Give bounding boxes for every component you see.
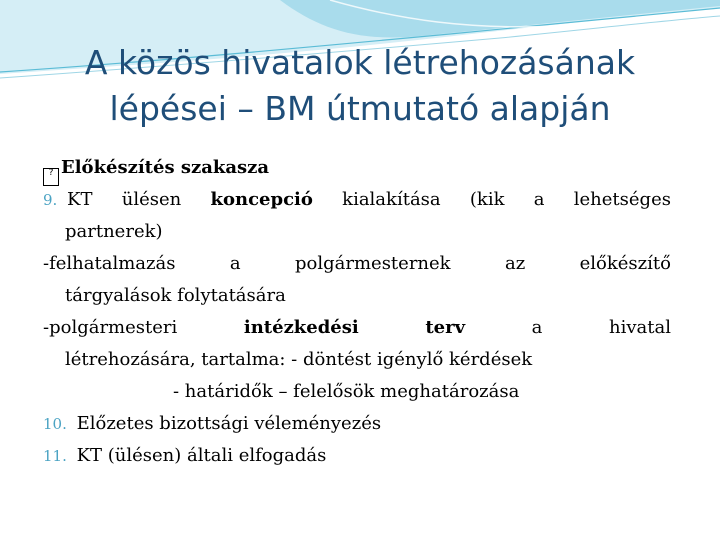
item-10 bbox=[43, 408, 671, 440]
plan-word-bold: intézkedési bbox=[243, 317, 359, 338]
item-9-line-1 bbox=[43, 184, 671, 216]
item-9-number: 9. bbox=[43, 191, 58, 209]
item-9-word: kialakítása bbox=[342, 189, 441, 210]
item-11 bbox=[43, 440, 671, 472]
box-glyph-icon: ? bbox=[43, 168, 59, 186]
item-9-word: lehetséges bbox=[573, 189, 671, 210]
plan-line-1 bbox=[43, 312, 671, 344]
auth-word: -felhatalmazás bbox=[43, 253, 176, 274]
section-heading-text: Előkészítés szakasza bbox=[61, 157, 270, 178]
item-11-number: 11. bbox=[43, 447, 67, 465]
title-line-2: lépései – BM útmutató alapján bbox=[109, 89, 611, 128]
item-9-word: (kik bbox=[469, 189, 505, 210]
auth-word: a bbox=[229, 253, 241, 274]
auth-line-1 bbox=[43, 248, 671, 280]
item-10-text: Előzetes bizottsági véleményezés bbox=[76, 413, 382, 434]
auth-word: polgármesternek bbox=[295, 253, 451, 274]
plan-word: -polgármesteri bbox=[43, 317, 178, 338]
item-9-word: a bbox=[533, 189, 545, 210]
plan-word: a bbox=[531, 317, 543, 338]
slide-body bbox=[43, 152, 671, 472]
item-9-word-bold: koncepció bbox=[210, 189, 313, 210]
plan-word: hivatal bbox=[609, 317, 671, 338]
slide-title bbox=[20, 40, 700, 132]
plan-word-bold: terv bbox=[425, 317, 466, 338]
plan-line-2: létrehozására, tartalma: - döntést igénylő kérdések bbox=[65, 349, 533, 370]
item-9-line-2: partnerek) bbox=[65, 221, 163, 242]
title-line-1: A közös hivatalok létrehozásának bbox=[84, 43, 636, 82]
auth-word: az bbox=[504, 253, 526, 274]
auth-line-2: tárgyalások folytatására bbox=[65, 285, 286, 306]
auth-word: előkészítő bbox=[579, 253, 671, 274]
item-9-word: ülésen bbox=[121, 189, 182, 210]
plan-line-3: - határidők – felelősök meghatározása bbox=[173, 381, 520, 402]
item-10-number: 10. bbox=[43, 415, 67, 433]
item-11-text: KT (ülésen) általi elfogadás bbox=[76, 445, 327, 466]
section-heading bbox=[43, 152, 671, 184]
item-9-word: KT bbox=[67, 189, 93, 210]
